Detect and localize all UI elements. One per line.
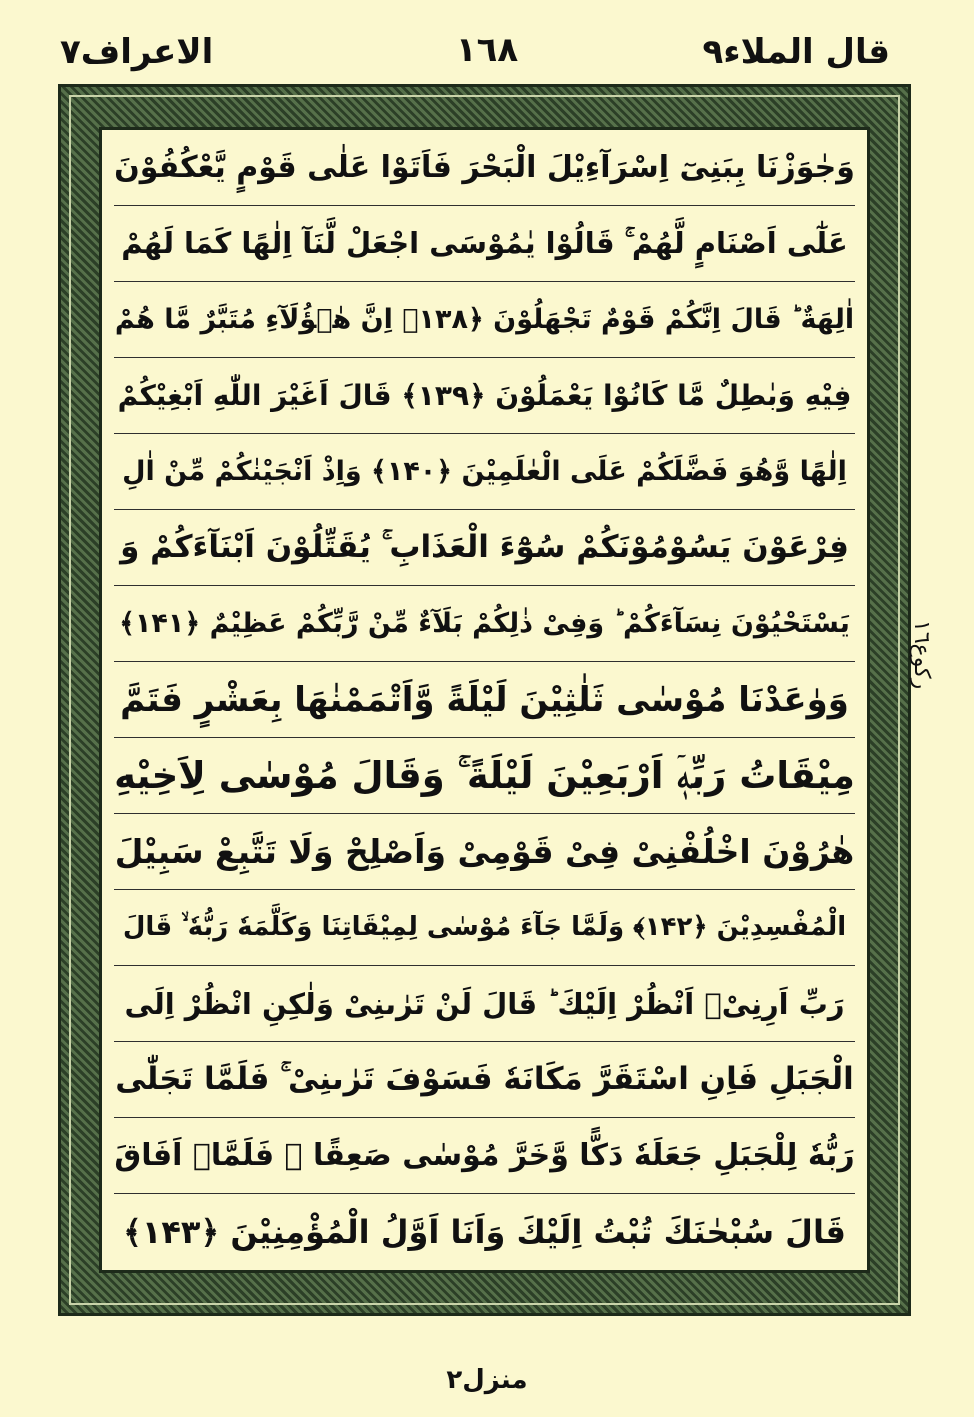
text-line-7: یَسْتَحْیُوْنَ نِسَآءَكُمْ ؕ وَفِیْ ذٰلِكُمْ بَلَآءٌ مِّنْ رَّبِّكُمْ عَظِیْمٌ ﴿۱۴۱﴾ bbox=[114, 586, 855, 662]
text-line-11: الْمُفْسِدِیْنَ ﴿۱۴۲﴾ وَلَمَّا جَآءَ مُوْسٰی لِمِیْقَاتِنَا وَكَلَّمَهٗ رَبُّهٗ ۙ قَالَ bbox=[114, 890, 855, 966]
ruku-marker: ركوع١٦ bbox=[909, 620, 934, 690]
text-line-2: عَلٰٓی اَصْنَامٍ لَّهُمْ ۚ قَالُوْا یٰمُوْسَی اجْعَلْ لَّنَآ اِلٰهًا كَمَا لَهُمْ bbox=[114, 206, 855, 282]
text-line-15: قَالَ سُبْحٰنَكَ تُبْتُ اِلَیْكَ وَاَنَا اَوَّلُ الْمُؤْمِنِیْنَ ﴿۱۴۳﴾ bbox=[123, 1213, 846, 1251]
text-line-8: وَوٰعَدْنَا مُوْسٰی ثَلٰثِیْنَ لَیْلَةً وَّاَتْمَمْنٰهَا بِعَشْرٍ فَتَمَّ bbox=[114, 662, 855, 738]
text-line-1: وَجٰوَزْنَا بِبَنِیٓ اِسْرَآءِیْلَ الْبَحْرَ فَاَتَوْا عَلٰی قَوْمٍ یَّعْكُفُوْنَ bbox=[114, 130, 855, 206]
text-line-13: الْجَبَلِ فَاِنِ اسْتَقَرَّ مَكَانَهٗ فَسَوْفَ تَرٰىنِیْ ۚ فَلَمَّا تَجَلّٰی bbox=[114, 1042, 855, 1118]
page-number: ١٦٨ bbox=[455, 30, 519, 70]
text-panel bbox=[99, 127, 870, 1273]
text-line-12: رَبِّ اَرِنِیْۤ اَنْظُرْ اِلَیْكَ ؕ قَالَ لَنْ تَرٰىنِیْ وَلٰكِنِ انْظُرْ اِلَی bbox=[114, 966, 855, 1042]
manzil-footer: منزل٢ bbox=[446, 1365, 528, 1395]
text-line-10: هٰرُوْنَ اخْلُفْنِیْ فِیْ قَوْمِیْ وَاَصْلِحْ وَلَا تَتَّبِعْ سَبِیْلَ bbox=[114, 814, 855, 890]
text-line-14: رَبُّهٗ لِلْجَبَلِ جَعَلَهٗ دَكًّا وَّخَرَّ مُوْسٰی صَعِقًا ۚ فَلَمَّاۤ اَفَاقَ bbox=[114, 1118, 855, 1194]
text-line-9: مِیْقَاتُ رَبِّهٖۤ اَرْبَعِیْنَ لَیْلَةً ۚ وَقَالَ مُوْسٰی لِاَخِیْهِ bbox=[114, 738, 855, 814]
text-line-3: اٰلِهَةٌ ؕ قَالَ اِنَّكُمْ قَوْمٌ تَجْهَلُوْنَ ﴿۱۳۸﴾ اِنَّ هٰۤؤُلَآءِ مُتَبَّرٌ مَّا هُمْ bbox=[114, 282, 855, 358]
surah-title: الاعراف٧ bbox=[60, 32, 214, 72]
text-line-4: فِیْهِ وَبٰطِلٌ مَّا كَانُوْا یَعْمَلُوْنَ ﴿۱۳۹﴾ قَالَ اَغَیْرَ اللّٰهِ اَبْغِیْكُمْ bbox=[114, 358, 855, 434]
juz-title: قال الملاء٩ bbox=[702, 32, 890, 72]
text-line-5: اِلٰهًا وَّهُوَ فَضَّلَكُمْ عَلَی الْعٰلَمِیْنَ ﴿۱۴۰﴾ وَاِذْ اَنْجَیْنٰكُمْ مِّنْ اٰلِ bbox=[114, 434, 855, 510]
text-line-6: فِرْعَوْنَ یَسُوْمُوْنَكُمْ سُوْٓءَ الْعَذَابِ ۚ یُقَتِّلُوْنَ اَبْنَآءَكُمْ وَ bbox=[114, 510, 855, 586]
ornamental-border bbox=[58, 84, 911, 1316]
